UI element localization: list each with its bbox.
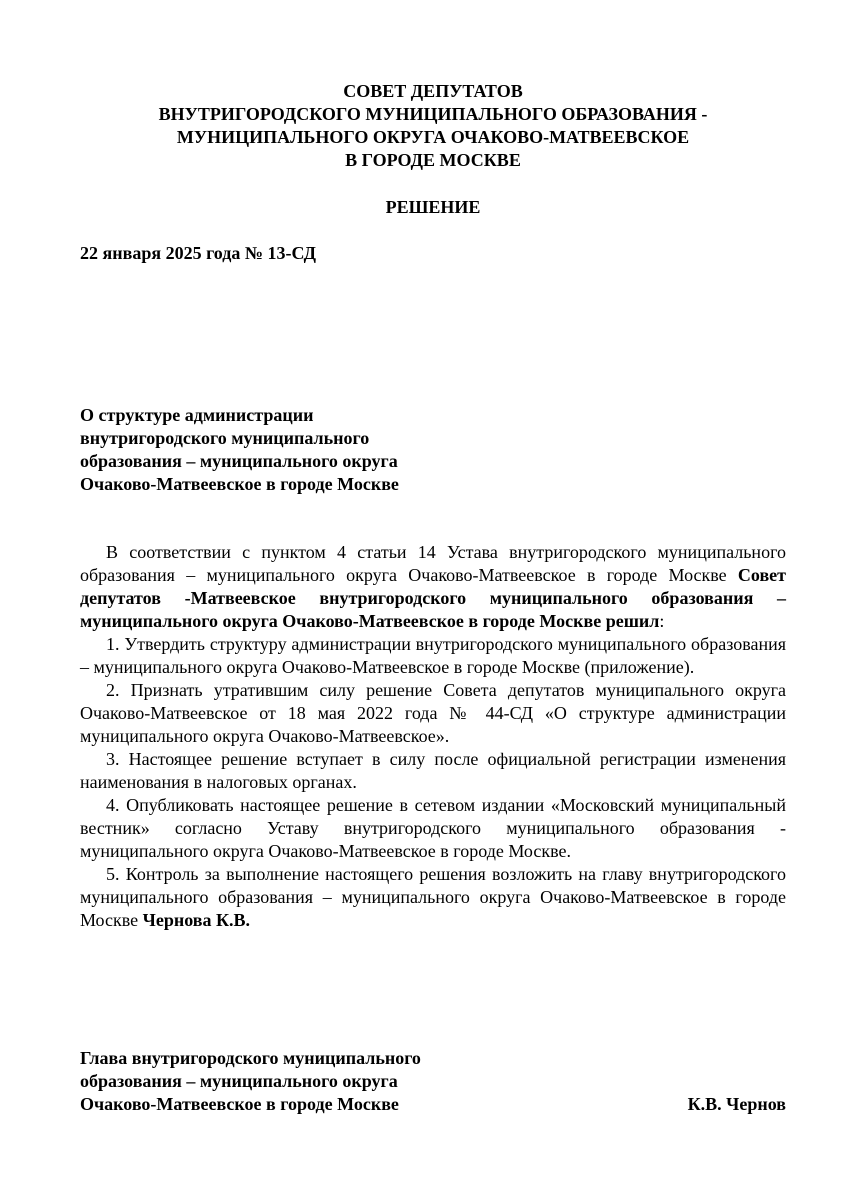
decision-body — [80, 541, 786, 932]
document-page — [80, 0, 786, 1200]
header-line-1: СОВЕТ ДЕПУТАТОВ — [343, 81, 523, 101]
subject-line-2: внутригородского муниципального — [80, 428, 370, 448]
subject-line-1: О структуре администрации — [80, 405, 314, 425]
item-1: 1. Утвердить структуру администрации внутригородского муниципального образования – муниципального округа Очаково-Матвеевское в городе Москве (приложение). — [80, 634, 786, 677]
header-line-3: МУНИЦИПАЛЬНОГО ОКРУГА ОЧАКОВО-МАТВЕЕВСКОЕ — [176, 127, 690, 147]
signatory-name: К.В. Чернов — [687, 1094, 786, 1114]
item-5-text: 5. Контроль за выполнение настоящего решения возложить на главу внутригородского муниципального образования – муниципального округа Очаково-Матвеевское в городе Москве — [80, 864, 786, 930]
item-5-bold: Чернова К.В. — [142, 910, 251, 930]
preamble-text: В соответствии с пунктом 4 статьи 14 Устава внутригородского муниципального образования – муниципального округа Очаково-Матвеевское в городе Москве — [80, 542, 786, 585]
subject-line-4: Очаково-Матвеевское в городе Москве — [80, 474, 399, 494]
item-4: 4. Опубликовать настоящее решение в сетевом издании «Московский муниципальный вестник» согласно Уставу внутригородского муниципального образования - муниципального округа Очаково-Матвеевское в городе Москве. — [80, 795, 786, 861]
subject-line-3: образования – муниципального округа — [80, 451, 398, 471]
decision-subject — [80, 404, 399, 496]
item-2: 2. Признать утратившим силу решение Совета депутатов муниципального округа Очаково-Матвеевское от 18 мая 2022 года № 44-СД «О структуре администрации муниципального округа Очаково-Матвеевское». — [80, 680, 786, 746]
preamble-paragraph — [80, 541, 786, 633]
signature-block — [80, 1047, 786, 1116]
council-header — [80, 80, 786, 172]
decision-title: РЕШЕНИЕ — [385, 197, 481, 217]
signature-line-3: Очаково-Матвеевское в городе Москве — [80, 1094, 399, 1114]
decision-date-number: 22 января 2025 года № 13-СД — [80, 243, 316, 263]
header-line-4: В ГОРОДЕ МОСКВЕ — [345, 150, 521, 170]
header-line-2: ВНУТРИГОРОДСКОГО МУНИЦИПАЛЬНОГО ОБРАЗОВАНИЯ - — [158, 104, 708, 124]
signature-line-2: образования – муниципального округа — [80, 1071, 398, 1091]
item-5 — [80, 863, 786, 932]
preamble-tail: : — [659, 611, 665, 631]
preamble-bold: Совет депутатов -Матвеевское внутригородского муниципального образования – муниципального округа Очаково-Матвеевское в городе Москве решил — [80, 565, 786, 631]
item-3: 3. Настоящее решение вступает в силу после официальной регистрации изменения наименования в налоговых органах. — [80, 749, 786, 792]
signature-line-1: Глава внутригородского муниципального — [80, 1048, 421, 1068]
